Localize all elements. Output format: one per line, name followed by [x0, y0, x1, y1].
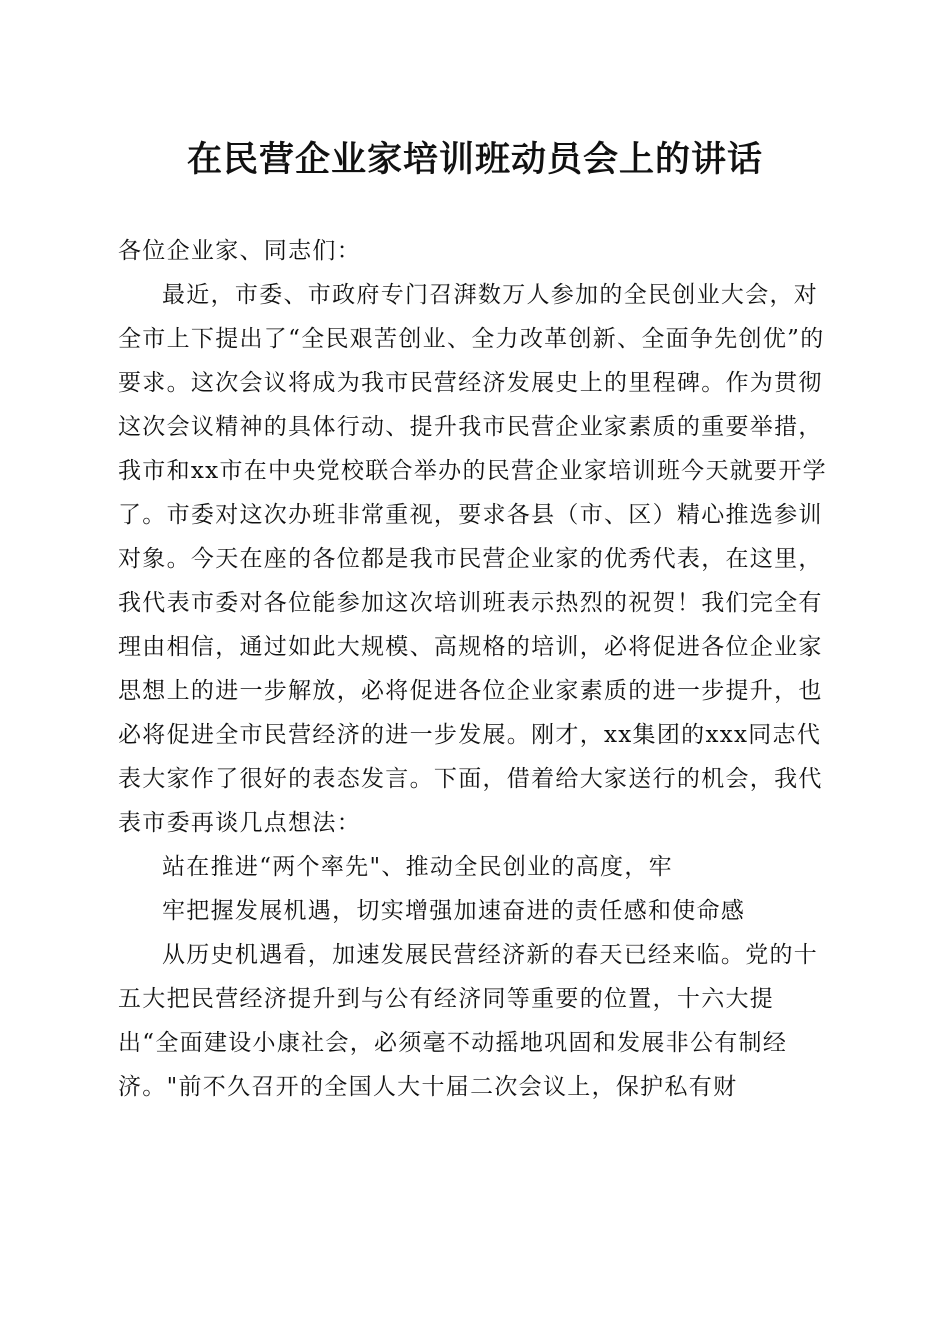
opening-paragraph: 最近，市委、市政府专门召湃数万人参加的全民创业大会，对全市上下提出了“全民艰苦创业、全力改革创新、全面争先创优”的要求。这次会议将成为我市民营经济发展史上的里程碑。作为贯彻这次会议精神的具体行动、提升我市民营企业家素质的重要举措，我市和xx市在中央党校联合举办的民营企业家培训班今天就要开学了。市委对这次办班非常重视，要求各县（市、区）精心推选参训对象。今天在座的各位都是我市民营企业家的优秀代表，在这里，我代表市委对各位能参加这次培训班表示热烈的祝贺！我们完全有理由相信，通过如此大规模、高规格的培训，必将促进各位企业家思想上的进一步解放，必将促进各位企业家素质的进一步提升，也必将促进全市民营经济的进一步发展。刚才，xx集团的xxx同志代表大家作了很好的表态发言。下面，借着给大家送行的机会，我代表市委再谈几点想法：: [118, 282, 827, 836]
salutation: 各位企业家、同志们：: [118, 238, 361, 264]
document-body: [118, 229, 828, 1109]
section-heading-line-2: 牢把握发展机遇，切实增强加速奋进的责任感和使命感: [162, 898, 746, 924]
section-heading-line-1: 站在推进“两个率先"、推动全民创业的高度，牢: [162, 854, 673, 880]
document-title: 在民营企业家培训班动员会上的讲话: [186, 139, 763, 180]
closing-paragraph: 从历史机遇看，加速发展民营经济新的春天已经来临。党的十五大把民营经济提升到与公有经济同等重要的位置，十六大提出“全面建设小康社会，必须毫不动摇地巩固和发展非公有制经济。"前不久召开的全国人大十届二次会议上，保护私有财: [118, 942, 819, 1100]
